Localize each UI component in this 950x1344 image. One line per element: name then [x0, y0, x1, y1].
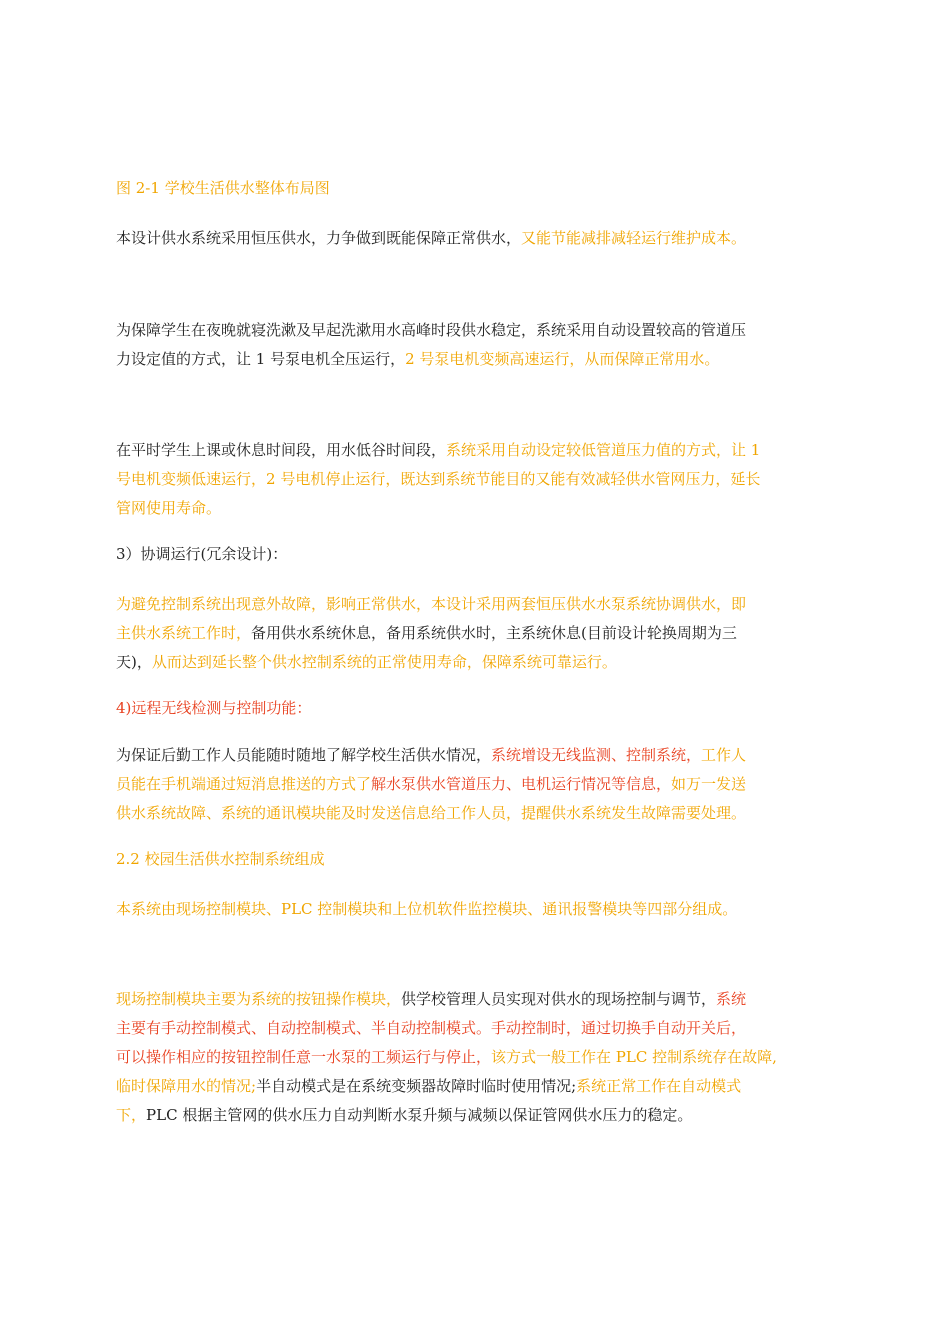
text-segment: 供水系统故障、系统的通讯模块能及时发送信息给工作人员，提醒供水系统发生故障需要处理。: [116, 804, 747, 822]
text-segment: 又能节能减排减轻运行维护成本。: [521, 229, 747, 247]
text-segment: 下，: [116, 1106, 147, 1124]
text-segment: 系统正常工作在自动模式: [576, 1077, 742, 1095]
figure-caption: [116, 174, 846, 203]
text-segment: 天)，: [116, 653, 152, 671]
paragraph-system-modules: [116, 895, 846, 924]
text-segment: 为避免控制系统出现意外故障，影响正常供水，本设计采用两套恒压供水水泵系统协调供水，即: [116, 595, 747, 613]
text-segment: 该方式一般工作在 PLC 控制系统存在故障,: [491, 1048, 777, 1066]
text-segment: 管网使用寿命。: [116, 499, 222, 517]
text-segment: 在平时学生上课或休息时间段，用水低谷时间段，: [116, 441, 447, 459]
text-segment: 可以操作相应的按钮控制任意一水泵的工频运行与停止，: [116, 1048, 492, 1066]
text-segment: 系统: [716, 990, 747, 1008]
text-segment: 员能在手机端通过短消息推送的方式了: [116, 775, 372, 793]
text-segment: 号电机变频低速运行，2 号电机停止运行，既达到系统节能目的又能有效减轻供水管网压力，延长: [116, 470, 761, 488]
text-line: [116, 590, 846, 619]
text-segment: 4)远程无线检测与控制功能：: [116, 699, 312, 717]
text-line: [116, 224, 846, 253]
text-line: [116, 436, 846, 465]
text-line: [116, 316, 846, 345]
text-line: [116, 770, 846, 799]
paragraph-peak-usage: [116, 316, 846, 374]
text-line: [116, 1014, 846, 1043]
text-segment: 供学校管理人员实现对供水的现场控制与调节，: [401, 990, 717, 1008]
paragraph-constant-pressure: [116, 224, 846, 253]
text-segment: 系统增设无线监测、控制系统，: [491, 746, 702, 764]
text-segment: 现场控制模块主要为系统的按钮操作模块，: [116, 990, 402, 1008]
text-segment: 3）协调运行(冗余设计)：: [116, 545, 288, 563]
section-heading-coordinated-operation: [116, 540, 846, 569]
text-segment: 2.2 校园生活供水控制系统组成: [116, 850, 325, 868]
text-segment: 为保证后勤工作人员能随时随地了解学校生活供水情况，: [116, 746, 492, 764]
text-segment: 半自动模式是在系统变频器故障时临时使用情况;: [256, 1077, 577, 1095]
text-line: [116, 845, 846, 874]
text-segment: 2 号泵电机变频高速运行，从而保障正常用水。: [405, 350, 720, 368]
text-line: [116, 174, 846, 203]
text-segment: 工作人: [701, 746, 747, 764]
section-heading-remote-wireless: [116, 694, 846, 723]
text-segment: 本系统由现场控制模块、PLC 控制模块和上位机软件监控模块、通讯报警模块等四部分组成。: [116, 900, 738, 918]
text-segment: 本设计供水系统采用恒压供水，力争做到既能保障正常供水，: [116, 229, 522, 247]
text-line: [116, 1043, 846, 1072]
paragraph-low-usage: [116, 436, 846, 523]
text-line: [116, 799, 846, 828]
text-line: [116, 619, 846, 648]
text-line: [116, 895, 846, 924]
text-segment: 为保障学生在夜晚就寝洗漱及早起洗漱用水高峰时段供水稳定，系统采用自动设置较高的管道压: [116, 321, 747, 339]
text-segment: 备用供水系统休息，备用系统供水时，主系统休息(目前设计轮换周期为三: [251, 624, 737, 642]
text-line: [116, 741, 846, 770]
text-line: [116, 1072, 846, 1101]
text-segment: 解水泵供水管道压力、电机运行情况等信息，: [371, 775, 672, 793]
text-line: [116, 694, 846, 723]
text-segment: 系统采用自动设定较低管道压力值的方式，让 1: [446, 441, 761, 459]
text-line: [116, 540, 846, 569]
text-line: [116, 345, 846, 374]
text-line: [116, 1101, 846, 1130]
paragraph-field-control: [116, 985, 846, 1130]
paragraph-redundancy: [116, 590, 846, 677]
text-line: [116, 494, 846, 523]
text-segment: 如万一发送: [671, 775, 747, 793]
text-segment: PLC 根据主管网的供水压力自动判断水泵升频与减频以保证管网供水压力的稳定。: [146, 1106, 693, 1124]
text-line: [116, 985, 846, 1014]
text-segment: 临时保障用水的情况;: [116, 1077, 257, 1095]
text-segment: 力设定值的方式，让 1 号泵电机全压运行，: [116, 350, 406, 368]
text-line: [116, 465, 846, 494]
paragraph-wireless-monitoring: [116, 741, 846, 828]
text-segment: 图 2-1 学校生活供水整体布局图: [116, 179, 330, 197]
text-segment: 从而达到延长整个供水控制系统的正常使用寿命，保障系统可靠运行。: [151, 653, 617, 671]
text-segment: 主要有手动控制模式、自动控制模式、半自动控制模式。手动控制时，通过切换手自动开关后，: [116, 1019, 747, 1037]
text-segment: 主供水系统工作时，: [116, 624, 252, 642]
section-heading-system-composition: [116, 845, 846, 874]
text-line: [116, 648, 846, 677]
